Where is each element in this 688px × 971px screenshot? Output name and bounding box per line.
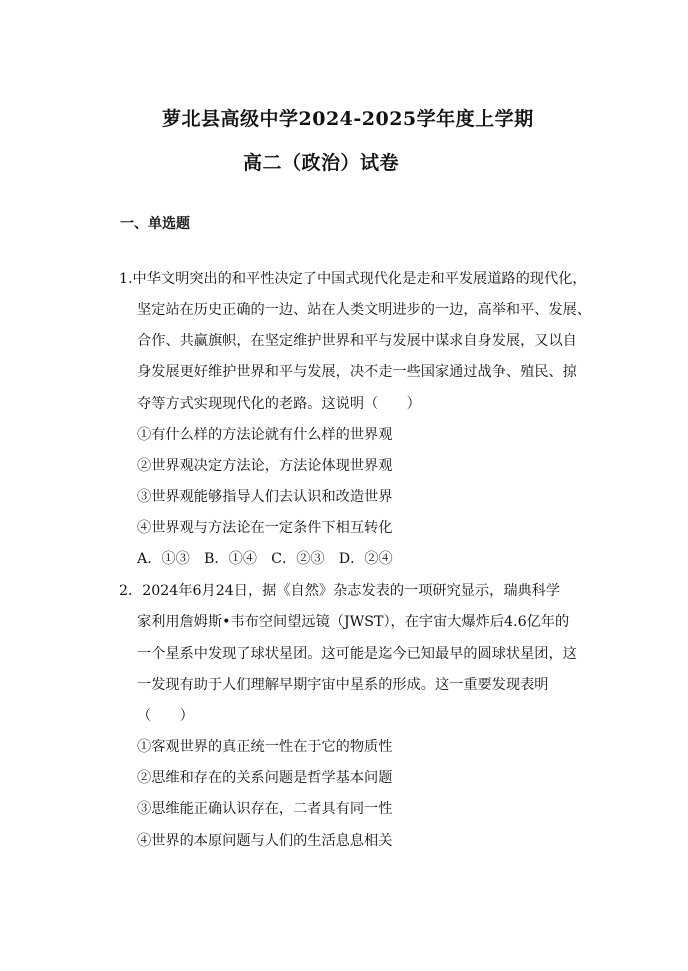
question-2-line-3: 一个星系中发现了球状星团。这可能是迄今已知最早的圆球状星团，这: [137, 646, 577, 662]
question-1-statement-3: ③世界观能够指导人们去认识和改造世界: [137, 489, 393, 505]
question-2-line-2: 家利用詹姆斯•韦布空间望远镜（JWST），在宇宙大爆炸后4.6亿年的: [137, 614, 570, 630]
question-2-statement-3: ③思维能正确认识存在，二者具有同一性: [137, 801, 393, 817]
question-1-line-3: 合作、共赢旗帜，在坚定维护世界和平与发展中谋求自身发展，又以自: [137, 333, 577, 349]
question-2-statement-4: ④世界的本原问题与人们的生活息息相关: [137, 833, 393, 849]
question-1-line-4: 身发展更好维护世界和平与发展，决不走一些国家通过战争、殖民、掠: [137, 364, 577, 380]
question-1-statement-2: ②世界观决定方法论，方法论体现世界观: [137, 458, 393, 474]
question-1-line-1: 1.中华文明突出的和平性决定了中国式现代化是走和平发展道路的现代化，: [119, 271, 587, 287]
question-2-statement-2: ②思维和存在的关系问题是哲学基本问题: [137, 770, 393, 786]
section-heading: 一、单选题: [120, 216, 190, 232]
question-2-line-5: （ ）: [137, 708, 194, 724]
question-1-statement-4: ④世界观与方法论在一定条件下相互转化: [137, 520, 393, 536]
question-1-choices: A．①③ B．①④ C．②③ D．②④: [137, 551, 393, 567]
exam-subtitle: 高二（政治）试卷: [243, 152, 400, 174]
question-2-line-1: 2．2024年6月24日，据《自然》杂志发表的一项研究显示，瑞典科学: [119, 583, 561, 599]
question-1-line-2: 坚定站在历史正确的一边、站在人类文明进步的一边，高举和平、发展、: [137, 302, 592, 318]
exam-title: 萝北县高级中学2024-2025学年度上学期: [162, 108, 534, 130]
question-1-line-5: 夺等方式实现现代化的老路。这说明（ ）: [137, 396, 421, 412]
question-1-statement-1: ①有什么样的方法论就有什么样的世界观: [137, 427, 393, 443]
question-2-statement-1: ①客观世界的真正统一性在于它的物质性: [137, 739, 393, 755]
question-2-line-4: 一发现有助于人们理解早期宇宙中星系的形成。这一重要发现表明: [137, 677, 549, 693]
